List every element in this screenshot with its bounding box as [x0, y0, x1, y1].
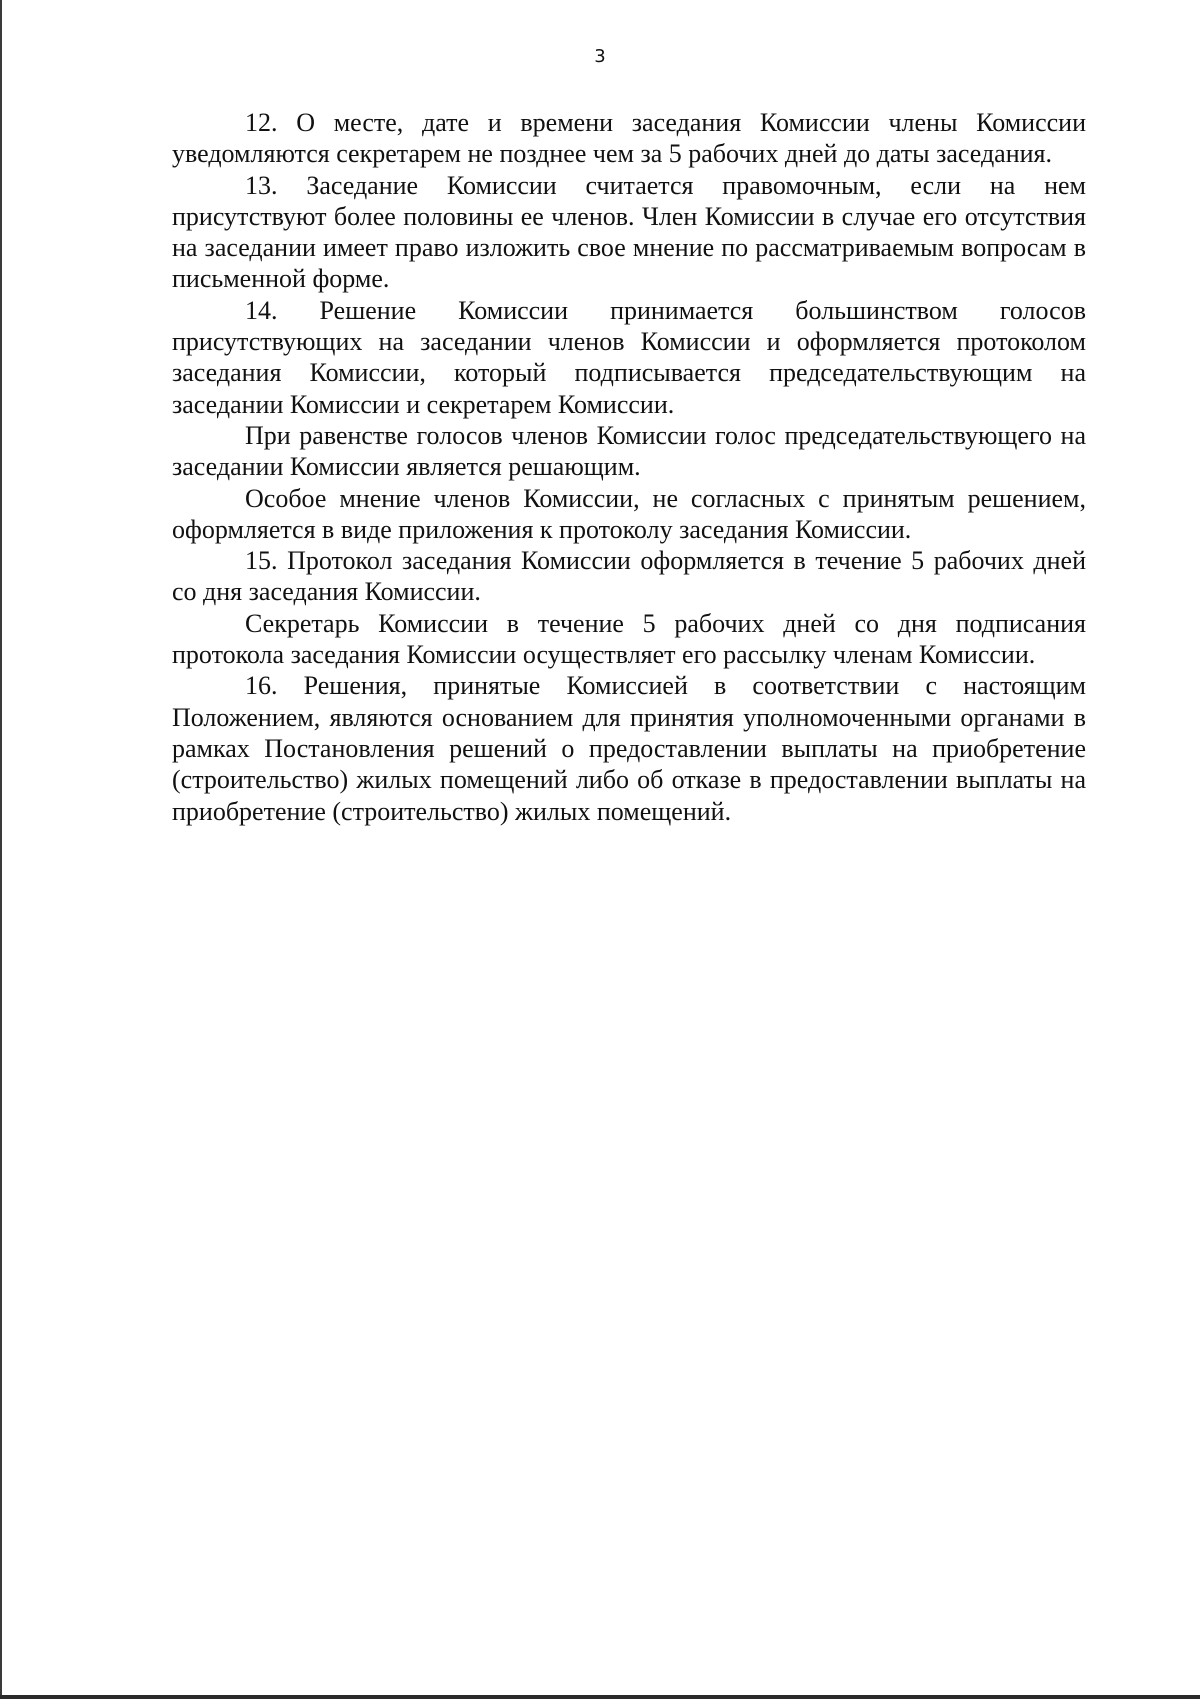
scan-bottom-edge — [0, 1695, 1200, 1699]
page-number: 3 — [594, 46, 606, 67]
paragraph-14-dissent: Особое мнение членов Комиссии, не согласных с принятым решением, оформляется в виде приложения к протоколу заседания Комиссии. — [172, 483, 1086, 544]
paragraph-13: 13. Заседание Комиссии считается правомочным, если на нем присутствуют более половины ее членов. Член Комиссии в случае его отсутствия на заседании имеет право изложить свое мнение по рассматриваемым вопросам в письменной форме. — [172, 170, 1086, 294]
paragraph-12: 12. О месте, дате и времени заседания Комиссии члены Комиссии уведомляются секретарем не позднее чем за 5 рабочих дней до даты заседания. — [172, 108, 1086, 169]
document-body — [172, 107, 1086, 827]
paragraph-16: 16. Решения, принятые Комиссией в соответствии с настоящим Положением, являются основанием для принятия уполномоченными органами в рамках Постановления решений о предоставлении выплаты на приобретение (строительство) жилых помещений либо об отказе в предоставлении выплаты на приобретение (строительство) жилых помещений. — [172, 671, 1086, 826]
scan-left-edge — [0, 0, 2, 1699]
paragraph-14-tie-vote: При равенстве голосов членов Комиссии голос председательствующего на заседании Комиссии является решающим. — [172, 420, 1086, 482]
paragraph-15-distribution: Секретарь Комиссии в течение 5 рабочих дней со дня подписания протокола заседания Комиссии осуществляет его рассылку членам Комиссии. — [172, 608, 1086, 670]
paragraph-15: 15. Протокол заседания Комиссии оформляется в течение 5 рабочих дней со дня заседания Комиссии. — [172, 546, 1086, 607]
paragraph-14: 14. Решение Комиссии принимается большинством голосов присутствующих на заседании членов Комиссии и оформляется протоколом заседания Комиссии, который подписывается председательствующим на заседании Комиссии и секретарем Комиссии. — [172, 295, 1086, 419]
